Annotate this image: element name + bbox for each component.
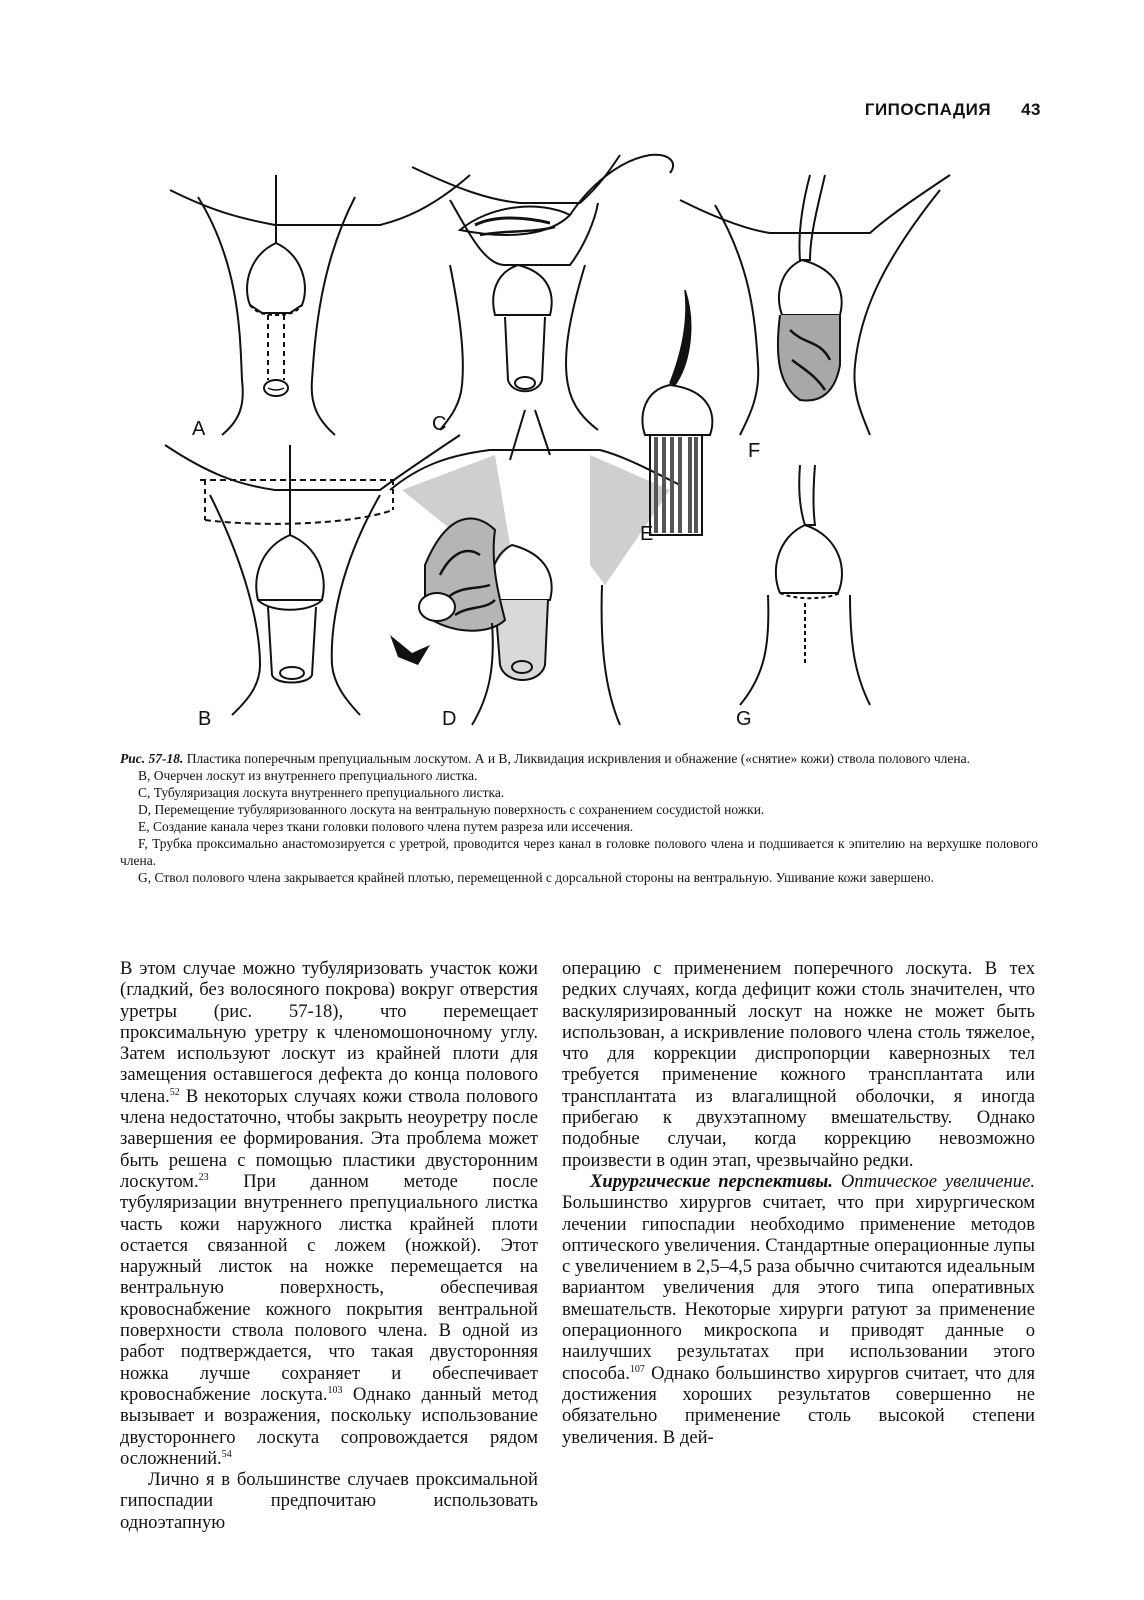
figure-label-a: A xyxy=(192,418,206,440)
paragraph-text: Однако большинство хирургов считает, что для достижения хороших результатов совершенно не обязательно применение столь высокой степени увеличения. В дей- xyxy=(562,1362,1035,1448)
body-paragraph xyxy=(120,958,538,1469)
paragraph-text: Большинство хирургов считает, что при хирургическом лечении гипоспадии необходимо применение методов оптического увеличения. Стандартные операционные лупы с увеличением в 2,5–4,5 раза обычно считаются идеальным вариантом увеличения для этого типа оперативных вмешательств. Некоторые хирурги ратуют за применение операционного микроскопа и приводят данные о наилучших результатах при использовании этого способа. xyxy=(562,1192,1035,1384)
footnote-ref: 54 xyxy=(221,1448,232,1460)
figure-caption xyxy=(120,750,1038,886)
paragraph-text: Однако данный метод вызывает и возражения, поскольку использование двустороннего лоскута сопровождается рядом осложнений. xyxy=(120,1383,538,1469)
caption-item: C, Тубуляризация лоскута внутреннего препуциального листка. xyxy=(138,785,505,800)
panel-b-drawing xyxy=(165,435,460,715)
body-paragraph: операцию с применением поперечного лоскута. В тех редких случаях, когда дефицит кожи столь значителен, что васкуляризированный лоскут на ножке не может быть использован, а искривление полового члена столь тяжелое, что для коррекции диспропорции кавернозных тел требуется применение кожного трансплантата или трансплантата из влагалищной оболочки, я иногда прибегаю к двухэтапному вмешательству. Однако подобные случаи, когда коррекцию невозможно произвести в один этап, чрезвычайно редки. xyxy=(562,958,1035,1171)
caption-item: G, Ствол полового члена закрывается крайней плотью, перемещенной с дорсальной стороны на вентральную. Ушивание кожи завершено. xyxy=(138,870,935,885)
panel-d-drawing xyxy=(390,410,680,725)
panel-g-drawing xyxy=(740,465,870,705)
figure-label-f: F xyxy=(748,440,761,462)
caption-figure-number: Рис. 57-18. xyxy=(120,751,184,766)
footnote-ref: 107 xyxy=(629,1363,645,1375)
footnote-ref: 23 xyxy=(198,1171,209,1183)
caption-item: B, Очерчен лоскут из внутреннего препуциального листка. xyxy=(138,768,478,783)
body-paragraph xyxy=(562,1171,1035,1448)
section-heading: Хирургические перспективы. xyxy=(590,1170,833,1192)
panel-a-drawing xyxy=(170,175,470,435)
caption-main-text: Пластика поперечным препуциальным лоскутом. А и В, Ликвидация искривления и обнажение («снятие» кожи) ствола полового члена. xyxy=(186,751,970,766)
page-number: 43 xyxy=(1021,100,1041,119)
panel-c-drawing xyxy=(412,155,673,430)
paragraph-text: В этом случае можно тубуляризовать участок кожи (гладкий, без волосяного покрова) вокруг отверстия уретры (рис. 57-18), что перемещает проксимальную уретру к членомошоночному углу. Затем используют лоскут из крайней плоти для замещения оставшегося дефекта до конца полового члена. xyxy=(120,958,538,1107)
caption-main xyxy=(120,750,1038,767)
figure-label-d: D xyxy=(442,708,457,730)
caption-item: D, Перемещение тубуляризованного лоскута на вентральную поверхность с сохранением сосудистой ножки. xyxy=(138,802,765,817)
surgical-illustration-figure xyxy=(150,145,1050,735)
paragraph-text: В некоторых случаях кожи ствола полового члена недостаточно, чтобы закрыть неоуретру после завершения ее формирования. Эта проблема может быть решена с помощью пластики двусторонним лоскутом. xyxy=(120,1085,538,1192)
running-header xyxy=(865,100,1041,120)
subsection-heading: Оптическое увеличение. xyxy=(840,1170,1035,1192)
figure-label-g: G xyxy=(736,708,752,730)
footnote-ref: 103 xyxy=(327,1384,343,1396)
caption-item: E, Создание канала через ткани головки полового члена путем разреза или иссечения. xyxy=(138,819,634,834)
panel-f-drawing xyxy=(680,175,950,435)
body-column-left xyxy=(120,958,538,1533)
paragraph-text: При данном методе после тубуляризации внутреннего препуциального листка часть кожи наружного листка крайней плоти остается связанной с ложем (ножкой). Этот наружный листок на ножке перемещается на вентральную поверхность, обеспечивая кровоснабжение кожного покрытия вентральной поверхности ствола полового члена. В одной из работ подтверждается, что такая двусторонняя ножка лучше сохраняет и обеспечивает кровоснабжение лоскута. xyxy=(120,1170,538,1405)
header-title: ГИПОСПАДИЯ xyxy=(864,100,992,119)
figure-label-c: C xyxy=(432,413,447,435)
footnote-ref: 52 xyxy=(169,1086,180,1098)
figure-label-e: E xyxy=(640,523,654,545)
body-paragraph: Лично я в большинстве случаев проксимальной гипоспадии предпочитаю использовать одноэтапную xyxy=(120,1469,538,1533)
body-column-right xyxy=(562,958,1035,1448)
caption-item: F, Трубка проксимально анастомозируется с уретрой, проводится через канал в головке полового члена и подшивается к эпителию на верхушке полового члена. xyxy=(120,836,1038,868)
figure-label-b: B xyxy=(198,708,212,730)
